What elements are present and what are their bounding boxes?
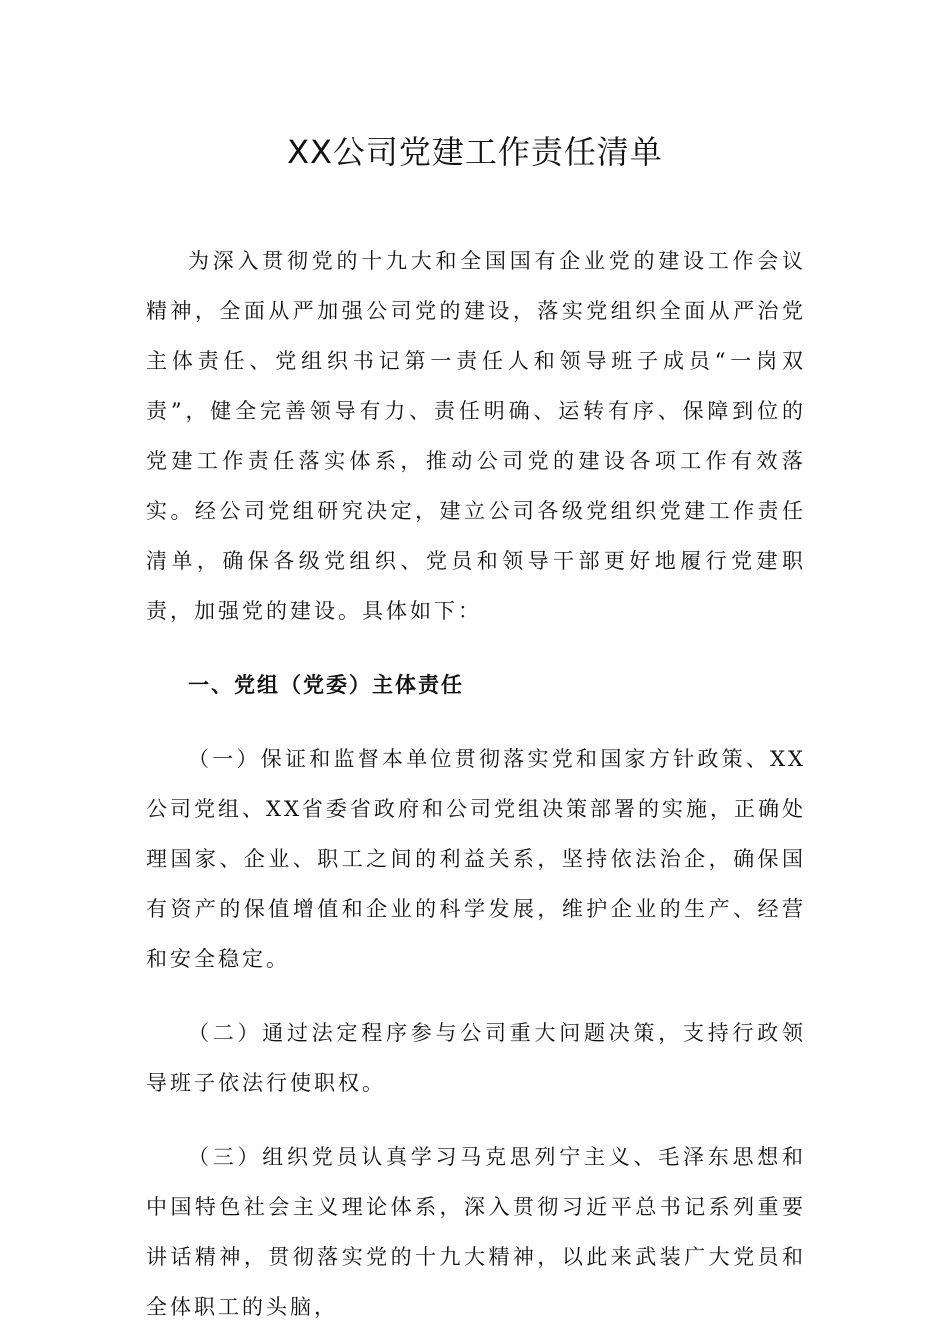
document-body — [146, 236, 806, 1332]
section-heading: 一、党组（党委）主体责任 — [188, 673, 464, 697]
list-item: （一）保证和监督本单位贯彻落实党和国家方针政策、XX公司党组、XX省委省政府和公司党组决策部署的实施，正确处理国家、企业、职工之间的利益关系，坚持依法治企，确保国有资产的保值增值和企业的科学发展，维护企业的生产、经营和安全稳定。 — [146, 747, 806, 971]
list-item: （二）通过法定程序参与公司重大问题决策，支持行政领导班子依法行使职权。 — [146, 1021, 806, 1095]
list-item: （三）组织党员认真学习马克思列宁主义、毛泽东思想和中国特色社会主义理论体系，深入贯彻习近平总书记系列重要讲话精神，贯彻落实党的十九大精神，以此来武装广大党员和全体职工的头脑， — [146, 1145, 806, 1319]
document-title: XX公司党建工作责任清单 — [287, 133, 663, 171]
intro-paragraph: 为深入贯彻党的十九大和全国国有企业党的建设工作会议精神，全面从严加强公司党的建设，落实党组织全面从严治党主体责任、党组织书记第一责任人和领导班子成员“一岗双责”，健全完善领导有力、责任明确、运转有序、保障到位的党建工作责任落实体系，推动公司党的建设各项工作有效落实。经公司党组研究决定，建立公司各级党组织党建工作责任清单，确保各级党组织、党员和领导干部更好地履行党建职责，加强党的建设。具体如下： — [146, 249, 806, 623]
